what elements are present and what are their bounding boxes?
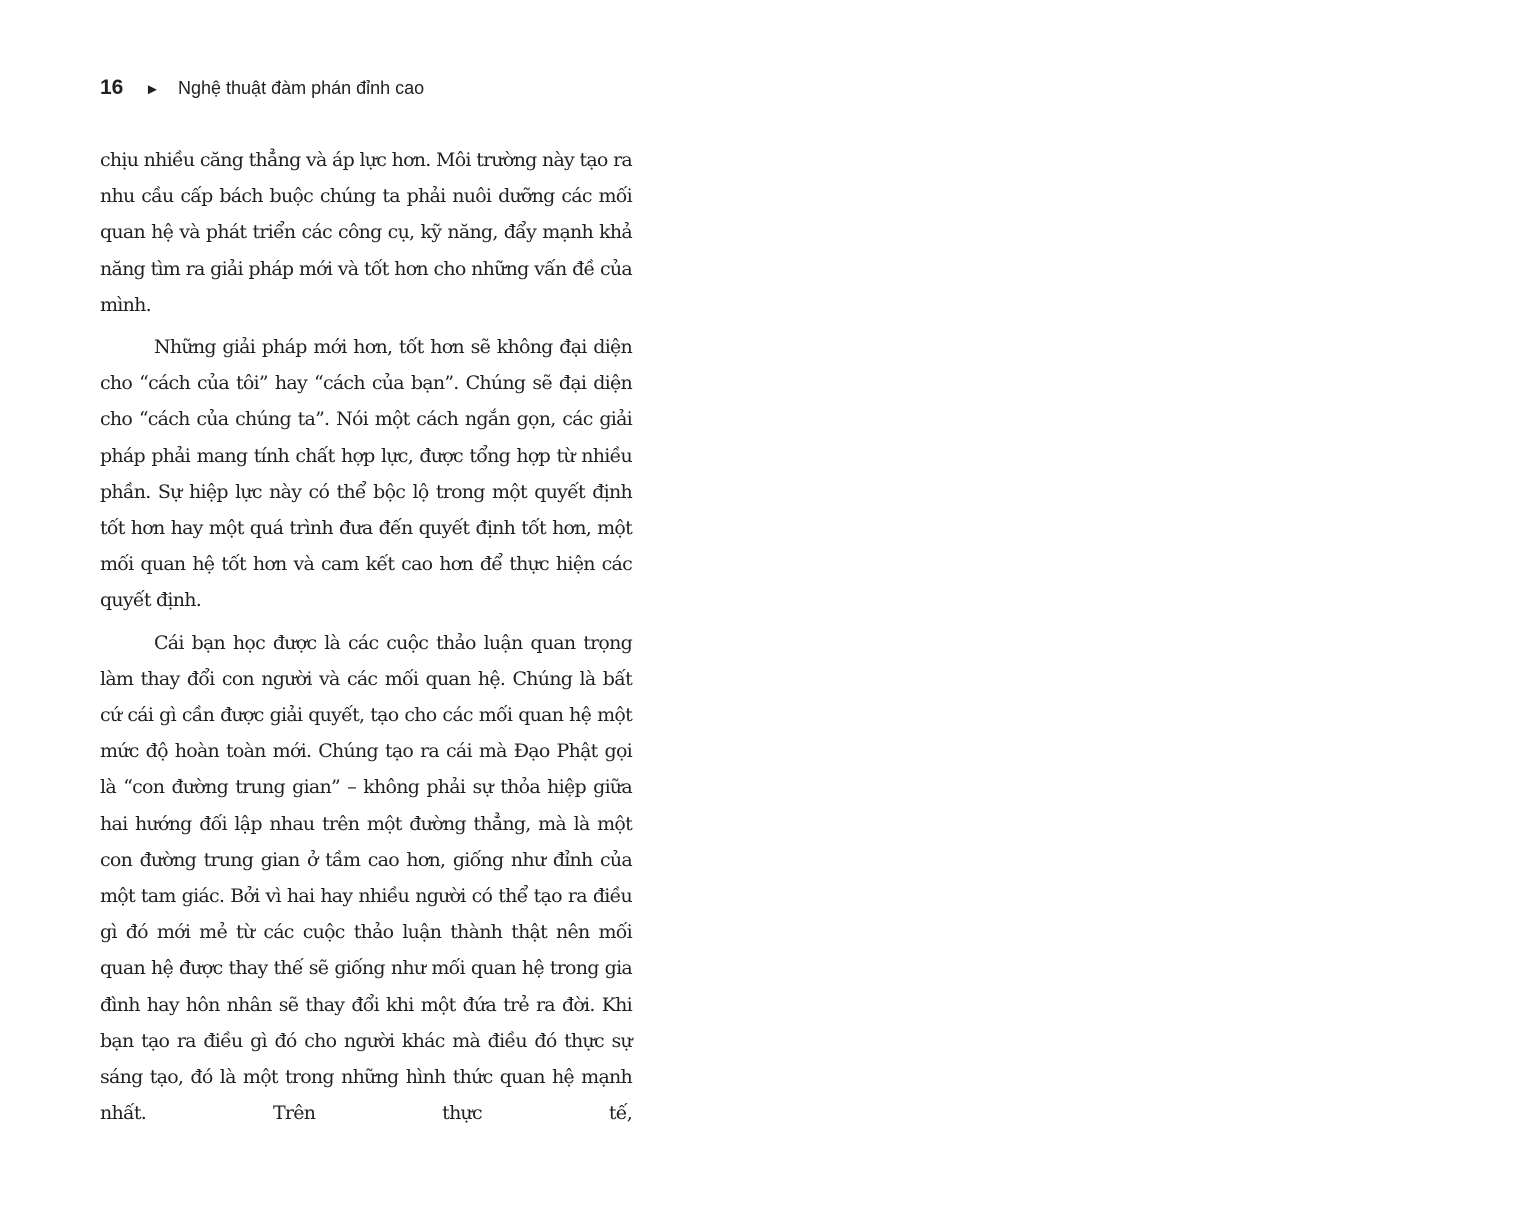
body-text xyxy=(100,142,632,1131)
running-header xyxy=(100,76,632,108)
book-page xyxy=(100,76,632,1137)
page-number: 16 xyxy=(100,76,124,99)
paragraph-1: chịu nhiều căng thẳng và áp lực hơn. Môi trường này tạo ra nhu cầu cấp bách buộc chúng ta phải nuôi dưỡng các mối quan hệ và phát triển các công cụ, kỹ năng, đẩy mạnh khả năng tìm ra giải pháp mới và tốt hơn cho những vấn đề của mình. xyxy=(100,149,632,316)
triangle-arrow-icon: ► xyxy=(145,81,160,98)
paragraph-3: Cái bạn học được là các cuộc thảo luận quan trọng làm thay đổi con người và các mối quan hệ. Chúng là bất cứ cái gì cần được giải quyết, tạo cho các mối quan hệ một mức độ hoàn toàn mới. Chúng tạo ra cái mà Đạo Phật gọi là “con đường trung gian” – không phải sự thỏa hiệp giữa hai hướng đối lập nhau trên một đường thẳng, mà là một con đường trung gian ở tầm cao hơn, giống như đỉnh của một tam giác. Bởi vì hai hay nhiều người có thể tạo ra điều gì đó mới mẻ từ các cuộc thảo luận thành thật nên mối quan hệ được thay thế sẽ giống như mối quan hệ trong gia đình hay hôn nhân sẽ thay đổi khi một đứa trẻ ra đời. Khi bạn tạo ra điều gì đó cho người khác mà điều đó thực sự sáng tạo, đó là một trong những hình thức quan hệ mạnh nhất. Trên thực tế, xyxy=(100,631,632,1125)
paragraph-2: Những giải pháp mới hơn, tốt hơn sẽ không đại diện cho “cách của tôi” hay “cách của bạn”. Chúng sẽ đại diện cho “cách của chúng ta”. Nói một cách ngắn gọn, các giải pháp phải mang tính chất hợp lực, được tổng hợp từ nhiều phần. Sự hiệp lực này có thể bộc lộ trong một quyết định tốt hơn hay một quá trình đưa đến quyết định tốt hơn, một mối quan hệ tốt hơn và cam kết cao hơn để thực hiện các quyết định. xyxy=(100,336,632,612)
book-title: Nghệ thuật đàm phán đỉnh cao xyxy=(178,78,425,98)
